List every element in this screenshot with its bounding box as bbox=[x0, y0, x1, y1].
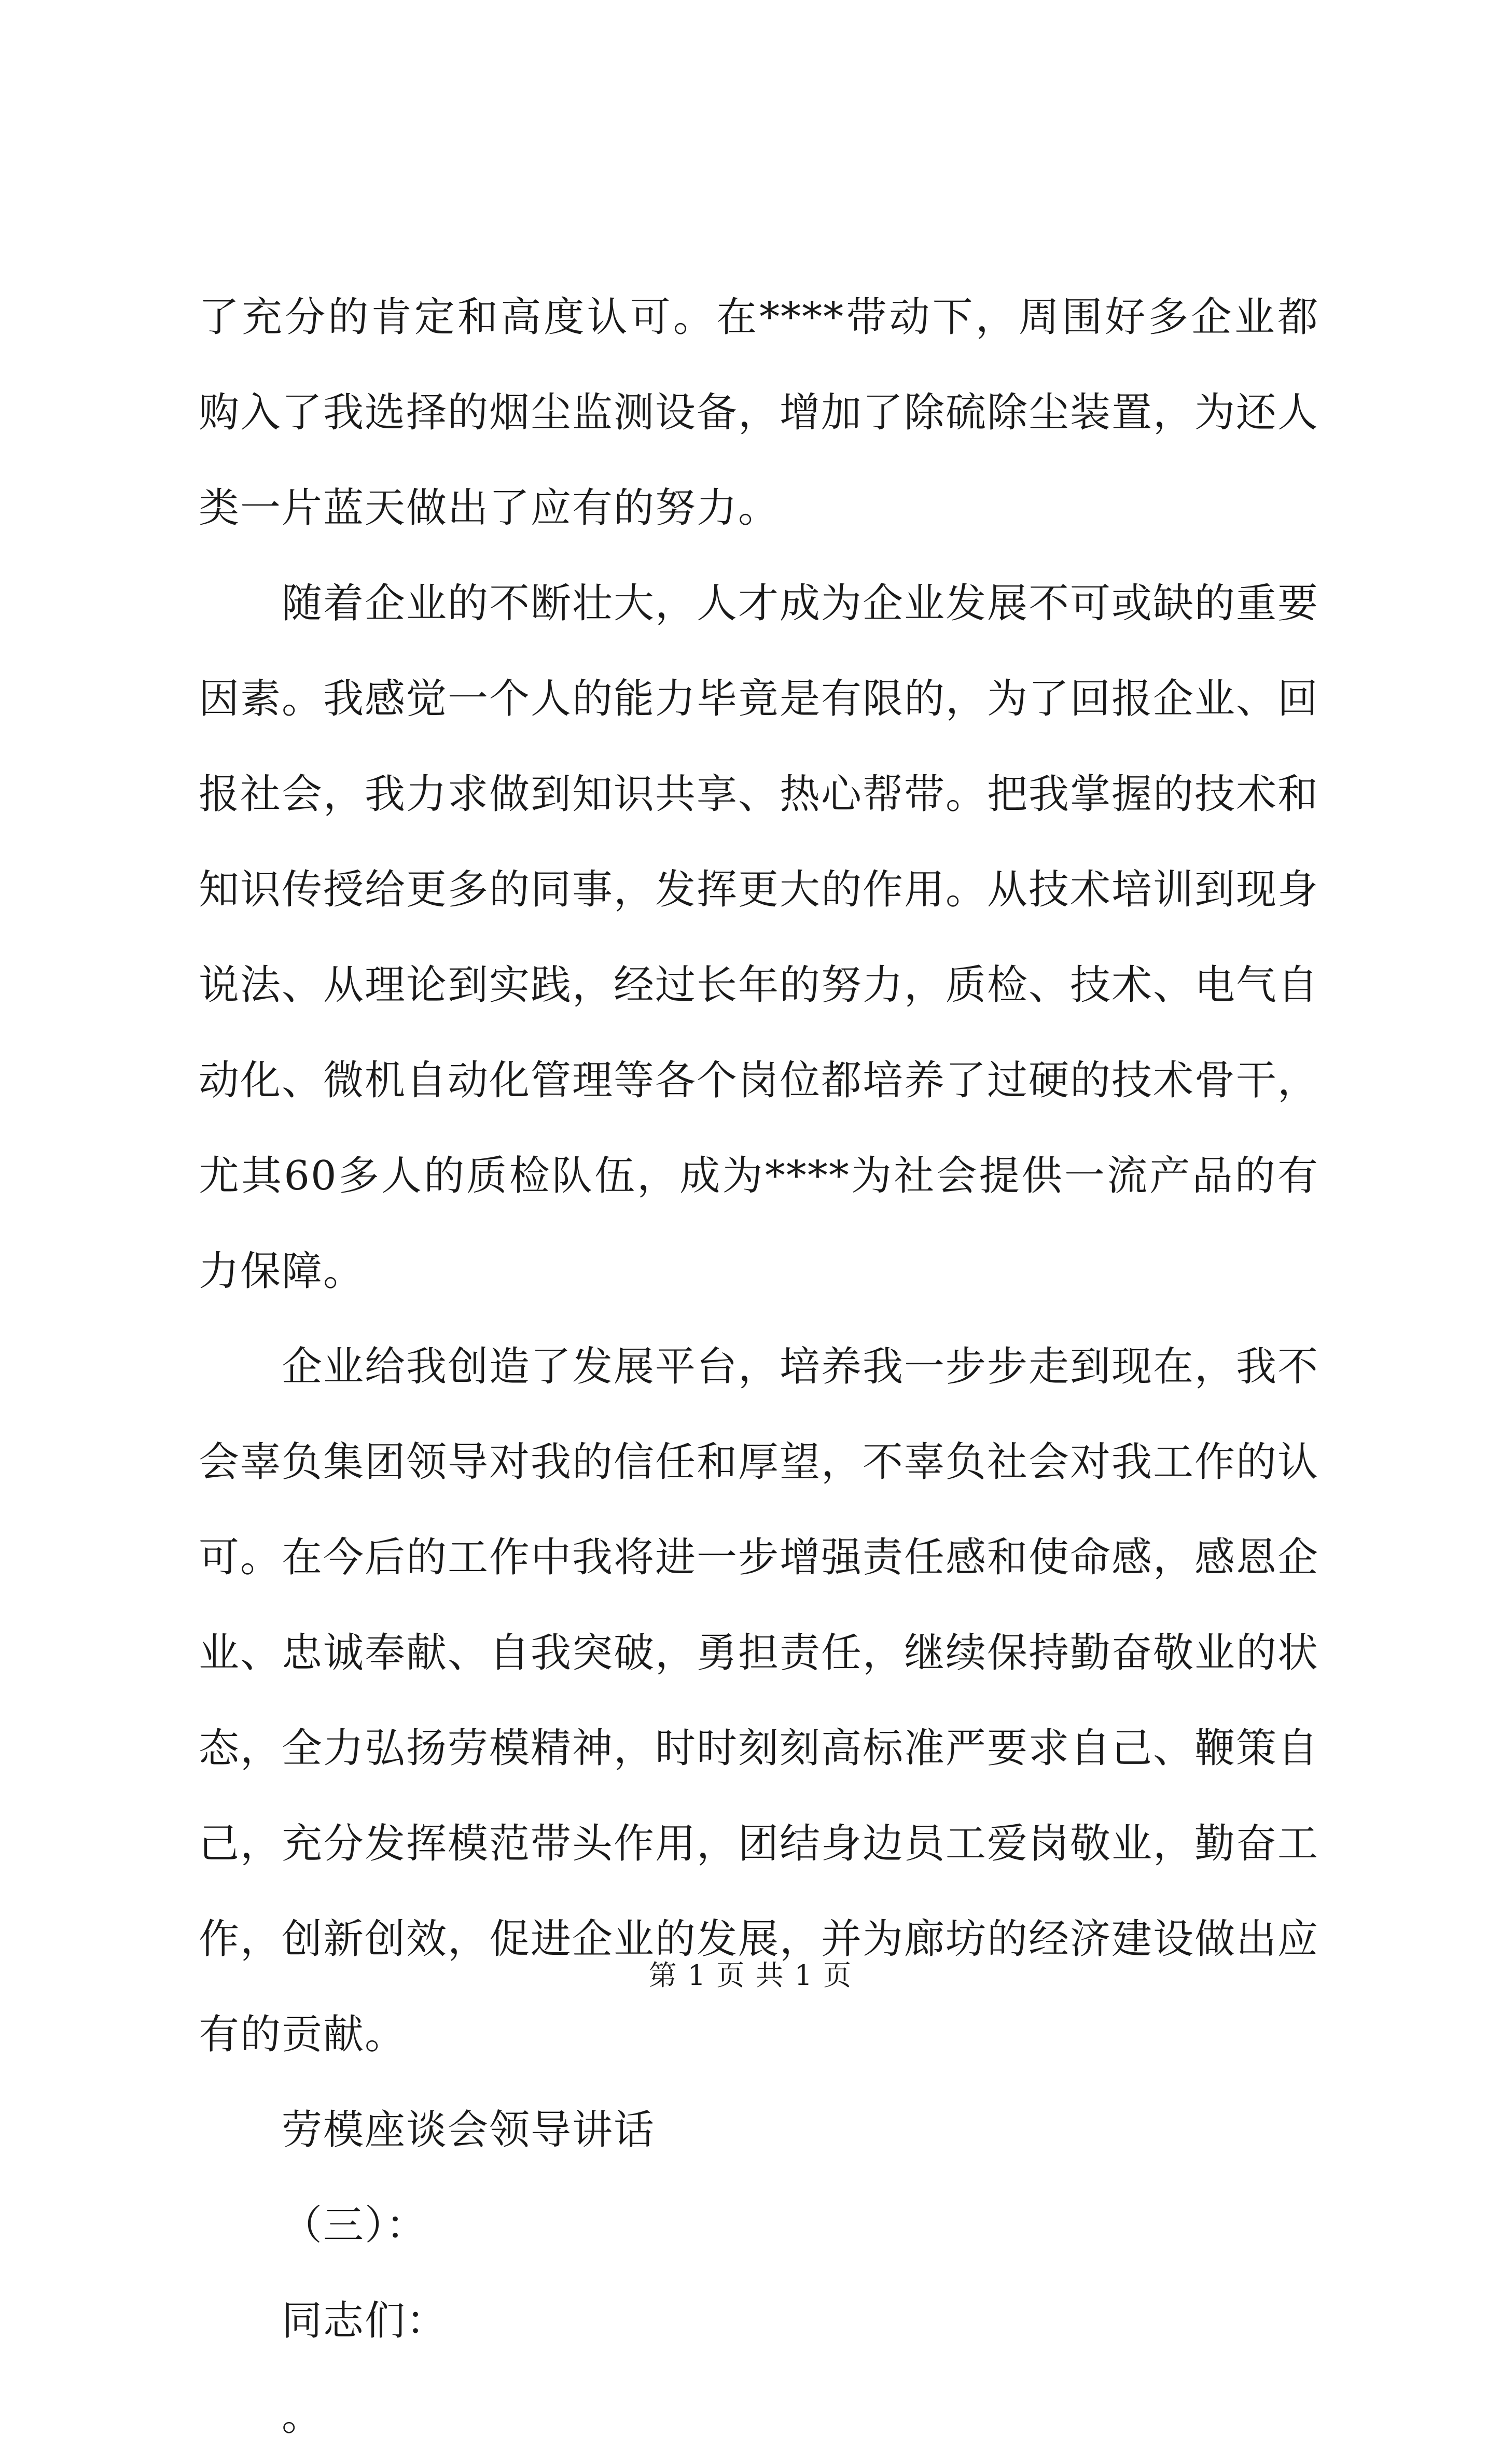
section-title: 劳模座谈会领导讲话 bbox=[282, 2107, 656, 2153]
paragraph-talent: 随着企业的不断壮大，人才成为企业发展不可或缺的重要因素。我感觉一个人的能力毕竟是有限的，为了回报企业、回报社会，我力求做到知识共享、热心帮带。把我掌握的技术和知识传授给更多的同事，发挥更大的作用。从技术培训到现身说法、从理论到实践，经过长年的努力，质检、技术、电气自动化、微机自动化管理等各个岗位都培养了过硬的技术骨干，尤其60多人的质检队伍，成为****为社会提供一流产品的有力保障。 bbox=[199, 580, 1319, 1295]
paragraph-continuation: 了充分的肯定和高度认可。在****带动下，周围好多企业都购入了我选择的烟尘监测设备，增加了除硫除尘装置，为还人类一片蓝天做出了应有的努力。 bbox=[199, 294, 1319, 531]
paragraph-commitment: 企业给我创造了发展平台，培养我一步步走到现在，我不会辜负集团领导对我的信任和厚望，不辜负社会对我工作的认可。在今后的工作中我将进一步增强责任感和使命感，感恩企业、忠诚奉献、自我突破，勇担责任，继续保持勤奋敬业的状态，全力弘扬劳模精神，时时刻刻高标准严要求自己、鞭策自己，充分发挥模范带头作用，团结身边员工爱岗敬业，勤奋工作，创新创效，促进企业的发展，并为廊坊的经济建设做出应有的贡献。 bbox=[199, 1343, 1319, 2058]
salutation: 同志们： bbox=[282, 2298, 448, 2344]
page-footer: 第 1 页 共 1 页 bbox=[648, 1959, 853, 1992]
document-body bbox=[199, 270, 1319, 2464]
trailing-mark: 。 bbox=[282, 2393, 324, 2440]
section-number: （三）： bbox=[282, 2202, 428, 2249]
